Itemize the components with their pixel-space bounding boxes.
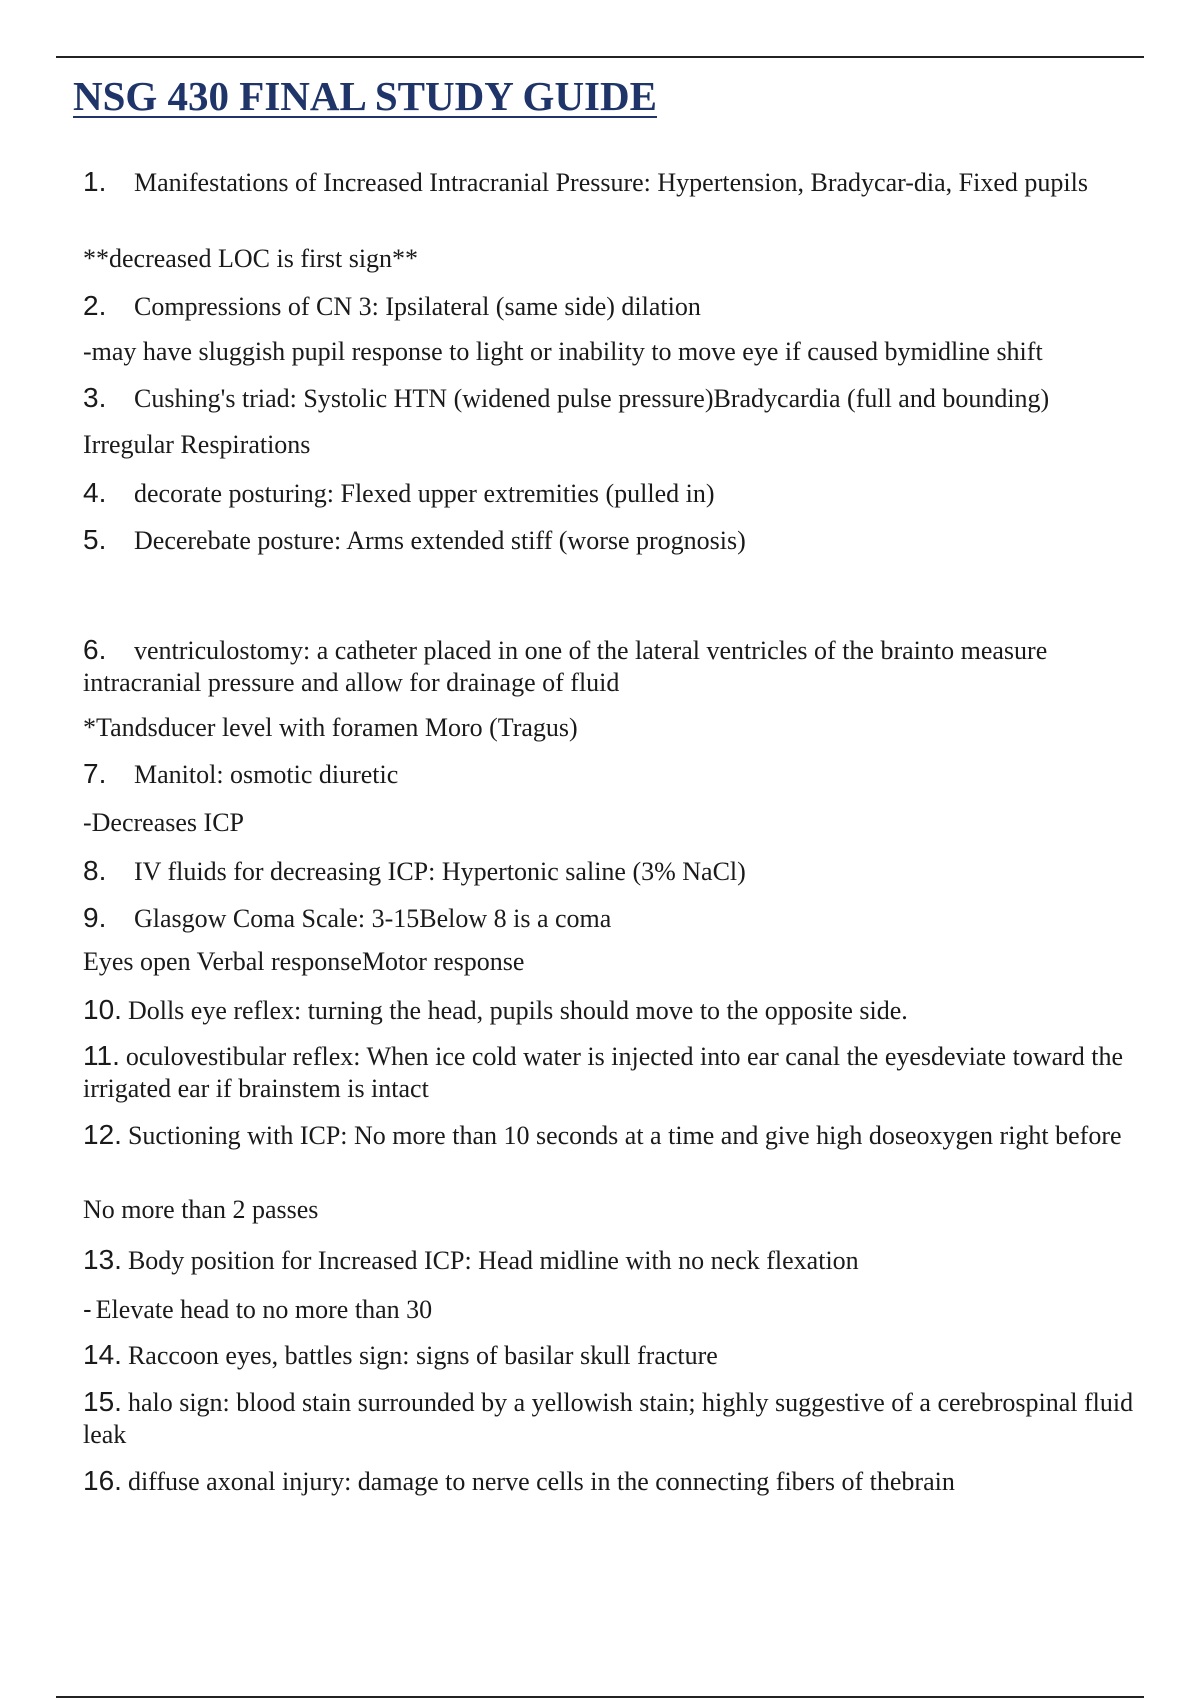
list-item — [83, 758, 1143, 791]
item-note: -Decreases ICP — [83, 808, 244, 837]
item-number: 11. — [83, 1040, 120, 1071]
item-note: -may have sluggish pupil response to light or inability to move eye if caused bymidline shift — [83, 337, 1043, 366]
item-text: diffuse axonal injury: damage to nerve cells in the connecting fibers of thebrain — [127, 1467, 955, 1496]
item-text: Body position for Increased ICP: Head midline with no neck flexation — [127, 1246, 859, 1275]
item-number: 8. — [83, 855, 107, 886]
item-number: 6. — [83, 634, 107, 665]
list-item — [83, 1465, 1143, 1498]
list-item — [83, 290, 1143, 323]
item-number: 10. — [83, 994, 122, 1025]
list-item — [83, 1119, 1143, 1152]
item-number: 13. — [83, 1244, 122, 1275]
list-item — [83, 1339, 1143, 1372]
list-item — [83, 1386, 1143, 1451]
item-text: Manifestations of Increased Intracranial Pressure: Hypertension, Bradycar-dia, Fixed pupils — [134, 168, 1088, 197]
item-note: Irregular Respirations — [83, 430, 311, 459]
item-number: 9. — [83, 902, 107, 933]
item-number: 3. — [83, 382, 107, 413]
item-note — [83, 1293, 432, 1326]
list-item — [83, 902, 1143, 935]
item-text: decorate posturing: Flexed upper extremities (pulled in) — [134, 479, 715, 508]
list-item — [83, 1040, 1143, 1105]
list-item — [83, 382, 1143, 415]
item-note: No more than 2 passes — [83, 1195, 319, 1224]
item-number: 4. — [83, 477, 107, 508]
item-text: Compressions of CN 3: Ipsilateral (same side) dilation — [134, 292, 701, 321]
item-number: 7. — [83, 758, 107, 789]
item-text: Decerebate posture: Arms extended stiff (worse prognosis) — [134, 526, 746, 555]
list-item — [83, 994, 1143, 1027]
item-text: IV fluids for decreasing ICP: Hypertonic saline (3% NaCl) — [134, 857, 746, 886]
item-text: Raccoon eyes, battles sign: signs of basilar skull fracture — [127, 1341, 718, 1370]
item-text: Manitol: osmotic diuretic — [134, 760, 399, 789]
note-dash: - — [83, 1294, 92, 1324]
item-number: 1. — [83, 166, 107, 197]
item-text: Suctioning with ICP: No more than 10 seconds at a time and give high doseoxygen right before — [127, 1121, 1122, 1150]
page-title: NSG 430 FINAL STUDY GUIDE — [73, 73, 657, 119]
item-note: **decreased LOC is first sign** — [83, 244, 419, 273]
item-number: 14. — [83, 1339, 122, 1370]
item-text: Cushing's triad: Systolic HTN (widened pulse pressure)Bradycardia (full and bounding) — [134, 384, 1050, 413]
list-item — [83, 166, 1143, 199]
bottom-rule — [56, 1696, 1144, 1698]
list-item — [83, 524, 1143, 557]
list-item — [83, 477, 1143, 510]
item-number: 5. — [83, 524, 107, 555]
item-text: halo sign: blood stain surrounded by a yellowish stain; highly suggestive of a cerebrospinal fluid leak — [83, 1388, 1134, 1449]
top-rule — [56, 56, 1144, 58]
item-number: 2. — [83, 290, 107, 321]
list-item — [83, 634, 1143, 699]
item-note: Eyes open Verbal responseMotor response — [83, 947, 525, 976]
item-note-text: Elevate head to no more than 30 — [95, 1295, 433, 1324]
item-number: 16. — [83, 1465, 122, 1496]
item-note: *Tandsducer level with foramen Moro (Tragus) — [83, 713, 578, 742]
list-item — [83, 1244, 1143, 1277]
item-text: Glasgow Coma Scale: 3-15Below 8 is a coma — [134, 904, 612, 933]
item-number: 15. — [83, 1386, 122, 1417]
item-number: 12. — [83, 1119, 122, 1150]
list-item — [83, 855, 1143, 888]
item-text: Dolls eye reflex: turning the head, pupils should move to the opposite side. — [127, 996, 908, 1025]
item-text: oculovestibular reflex: When ice cold water is injected into ear canal the eyesdeviate toward the irrigated ear if brainstem is intact — [83, 1042, 1124, 1103]
item-text: ventriculostomy: a catheter placed in one of the lateral ventricles of the brainto measure intracranial pressure and allow for drainage of fluid — [83, 636, 1048, 697]
